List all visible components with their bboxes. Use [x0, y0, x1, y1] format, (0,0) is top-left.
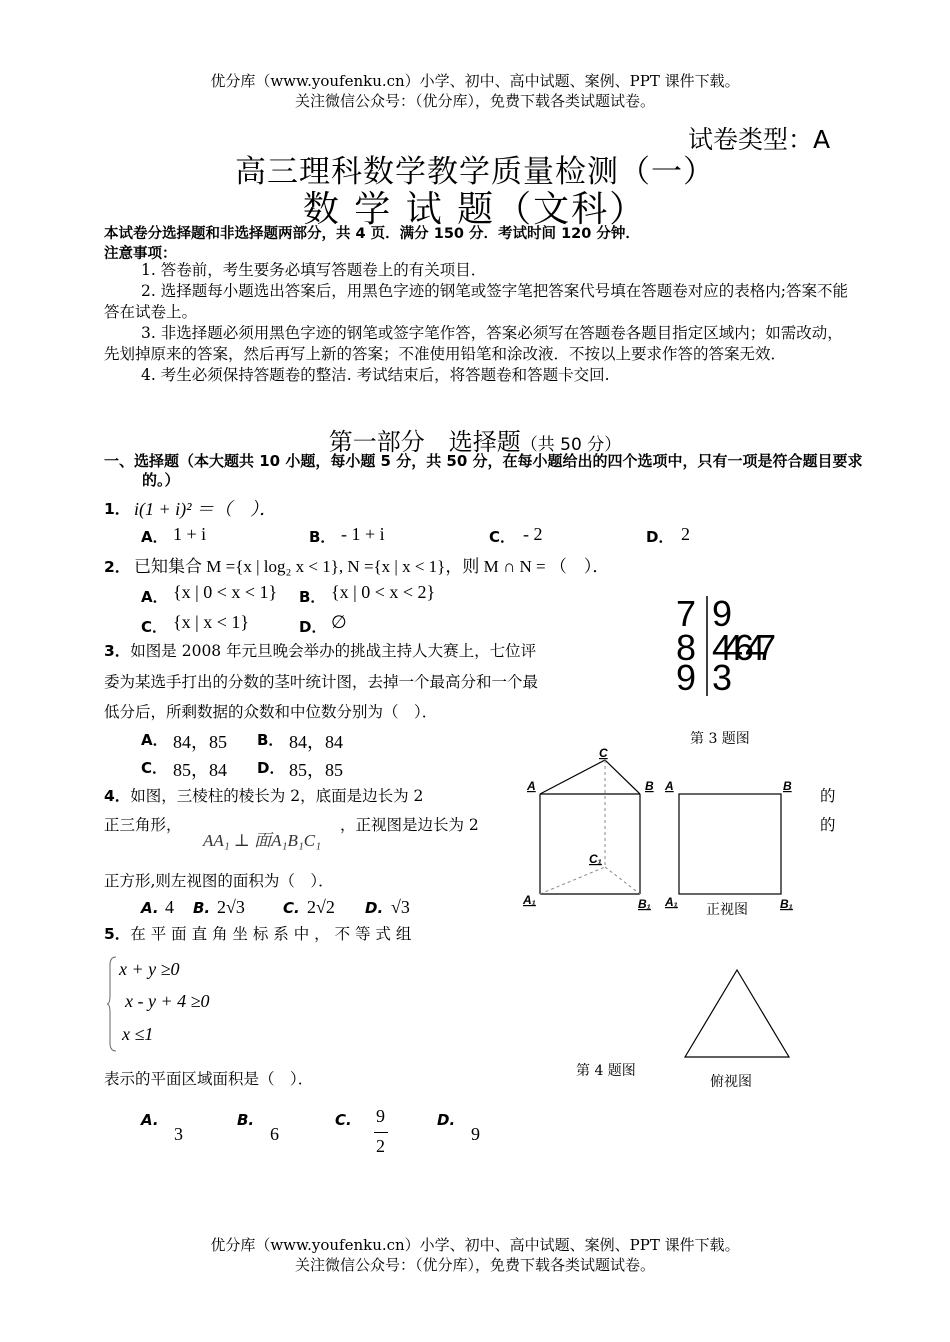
leaf-values: 3 — [712, 657, 733, 698]
part-title: 第一部分 选择题（共 50 分） — [328, 428, 622, 456]
footer-line-1: 优分库（www.youfenku.cn）小学、初中、高中试题、案例、PPT 课件下载。 — [210, 1236, 740, 1254]
q3-line-1: 3．如图是 2008 年元旦晚会举办的挑战主持人大赛上，七位评 — [104, 642, 537, 660]
page-subtitle: 数 学 试 题（文科） — [302, 189, 648, 230]
leaf-values: 44647 — [712, 627, 768, 668]
q4-line-2: 正三角形， — [104, 816, 182, 834]
leaf-values: 9 — [712, 593, 733, 634]
svg-text:B₁: B₁ — [780, 897, 793, 911]
svg-text:B: B — [783, 779, 792, 793]
q4-figure — [515, 742, 815, 1102]
q5-inequality-2: x - y + 4 ≥0 — [125, 991, 210, 1011]
note-item: 4. 考生必须保持答题卷的整洁. 考试结束后，将答题卷和答题卡交回. — [141, 366, 610, 384]
svg-text:A₁: A₁ — [523, 893, 536, 907]
footer-line-2: 关注微信公众号：（优分库），免费下载各类试题试卷。 — [294, 1256, 655, 1274]
q5-line-1: 5．在 平 面 直 角 坐 标 系 中 ， 不 等 式 组 — [104, 925, 412, 943]
q4-formula: AA₁ ⊥ 面A₁B₁C₁ — [203, 831, 322, 850]
stem-value: 9 — [676, 657, 697, 698]
q1-stem: i(1 + i)² ＝（ ）． — [134, 499, 278, 519]
q1-number: 1． — [104, 500, 131, 518]
intro-text: 本试卷分选择题和非选择题两部分，共 4 页．满分 150 分．考试时间 120 分钟． — [104, 226, 640, 242]
paper-type: 试卷类型：A — [688, 125, 831, 154]
q4-line-2-tail: 的 — [820, 816, 836, 834]
note-item: 2. 选择题每小题选出答案后，用黑色字迹的钢笔或签字笔把答案代号填在答题卷对应的表格内;答案不能答在试卷上。 — [104, 282, 848, 321]
front-view-label: 正视图 — [706, 902, 748, 918]
svg-text:B₁: B₁ — [638, 897, 651, 911]
svg-text:A: A — [527, 779, 536, 793]
header-line-1: 优分库（www.youfenku.cn）小学、初中、高中试题、案例、PPT 课件下载。 — [210, 72, 740, 90]
brace — [106, 955, 118, 1053]
q4-line-3: 正方形,则左视图的面积为（ ）． — [104, 872, 334, 890]
q2-number: 2． — [104, 558, 131, 576]
q2-stem: 已知集合 M ={x | log₂ x < 1}, N ={x | x < 1}，则 M ∩ N = （ ）． — [134, 557, 610, 576]
svg-text:C: C — [599, 746, 608, 760]
svg-text:A: A — [665, 779, 674, 793]
q3-line-2: 委为某选手打出的分数的茎叶统计图，去掉一个最高分和一个最 — [104, 673, 539, 691]
q4-line-1: 4．如图，三棱柱的棱长为 2，底面是边长为 2 — [104, 787, 424, 805]
q3-caption: 第 3 题图 — [690, 731, 750, 747]
notes-list — [104, 260, 848, 386]
page-title: 高三理科数学教学质量检测（一） — [235, 154, 715, 190]
notes-heading: 注意事项： — [104, 246, 177, 262]
header-line-2: 关注微信公众号：（优分库），免费下载各类试题试卷。 — [294, 92, 655, 110]
section-heading: 一、选择题（本大题共 10 小题，每小题 5 分，共 50 分，在每小题给出的四个选项中，只有一项是符合题目要求的。） — [104, 452, 863, 489]
top-view-label: 俯视图 — [710, 1074, 752, 1090]
svg-text:B: B — [645, 779, 654, 793]
top-view-diagram — [685, 970, 789, 1057]
q5-inequality-3: x ≤1 — [122, 1024, 154, 1044]
q4-line-1-tail: 的 — [820, 787, 836, 805]
note-item: 1. 答卷前，考生要务必填写答题卷上的有关项目． — [141, 261, 487, 279]
q5-line-2: 表示的平面区域面积是（ ）． — [104, 1070, 314, 1088]
q5-inequality-1: x + y ≥0 — [119, 959, 180, 979]
q4-line-2b: ，正视图是边长为 2 — [340, 816, 479, 834]
stem-value: 7 — [676, 593, 697, 634]
prism-diagram — [522, 746, 654, 911]
q5-options: A. 3 B. 6 C. 9 2 D. 9 — [141, 1106, 480, 1156]
front-view-diagram — [664, 779, 793, 911]
svg-text:C₁: C₁ — [589, 852, 602, 866]
q3-line-3: 低分后，所剩数据的众数和中位数分别为（ ）． — [104, 703, 438, 721]
stem-value: 8 — [676, 627, 697, 668]
q4-caption: 第 4 题图 — [576, 1063, 636, 1079]
svg-text:A₁: A₁ — [665, 895, 678, 909]
stem-leaf-plot — [660, 590, 840, 710]
note-item: 3. 非选择题必须用黑色字迹的钢笔或签字笔作答，答案必须写在答题卷各题目指定区域内；如需改动，先划掉原来的答案，然后再写上新的答案；不准使用铅笔和涂改液．不按以上要求作答的答案无效． — [104, 324, 843, 363]
